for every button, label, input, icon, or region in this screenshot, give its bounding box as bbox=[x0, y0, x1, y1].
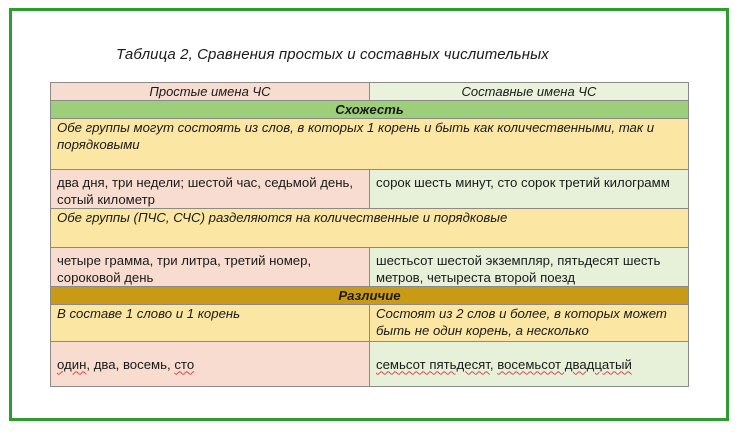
similarity-text-1: Обе группы могут состоять из слов, в которых 1 корень и быть как количественными, так и порядковыми bbox=[51, 119, 689, 170]
header-compound: Составные имена ЧС bbox=[370, 83, 689, 101]
word-one: один bbox=[57, 356, 87, 372]
word-two: два bbox=[93, 356, 116, 372]
difference-row-1 bbox=[51, 305, 689, 342]
similarity-row-3 bbox=[51, 209, 689, 248]
phrase-820th: восемьсот двадцатый bbox=[497, 356, 632, 372]
phrase-750: семьсот пятьдесят bbox=[376, 356, 490, 372]
separator: , bbox=[167, 356, 175, 372]
difference-compound-2 bbox=[370, 342, 689, 387]
separator: , bbox=[489, 356, 498, 372]
table-caption: Таблица 2, Сравнения простых и составных числительных bbox=[116, 46, 549, 63]
difference-band bbox=[51, 287, 689, 305]
similarity-row-2 bbox=[51, 170, 689, 209]
similarity-row-4 bbox=[51, 248, 689, 287]
difference-row-2 bbox=[51, 342, 689, 387]
word-eight: восемь bbox=[122, 356, 167, 372]
similarity-compound-2: шестьсот шестой экземпляр, пятьдесят шесть метров, четыреста второй поезд bbox=[370, 248, 689, 287]
header-row bbox=[51, 83, 689, 101]
header-simple: Простые имена ЧС bbox=[51, 83, 370, 101]
similarity-title: Схожесть bbox=[51, 101, 689, 119]
separator: , bbox=[115, 356, 123, 372]
comparison-table bbox=[50, 82, 689, 387]
difference-title: Различие bbox=[51, 287, 689, 305]
separator: , bbox=[86, 356, 94, 372]
similarity-simple-1: два дня, три недели; шестой час, седьмой день, сотый километр bbox=[51, 170, 370, 209]
difference-compound-1: Состоят из 2 слов и более, в которых может быть не один корень, а несколько bbox=[370, 305, 689, 342]
similarity-compound-1: сорок шесть минут, сто сорок третий килограмм bbox=[370, 170, 689, 209]
similarity-band bbox=[51, 101, 689, 119]
difference-simple-2 bbox=[51, 342, 370, 387]
similarity-simple-2: четыре грамма, три литра, третий номер, сороковой день bbox=[51, 248, 370, 287]
similarity-text-2: Обе группы (ПЧС, СЧС) разделяются на количественные и порядковые bbox=[51, 209, 689, 248]
similarity-row-1 bbox=[51, 119, 689, 170]
word-hundred: сто bbox=[174, 356, 195, 372]
difference-simple-1: В составе 1 слово и 1 корень bbox=[51, 305, 370, 342]
